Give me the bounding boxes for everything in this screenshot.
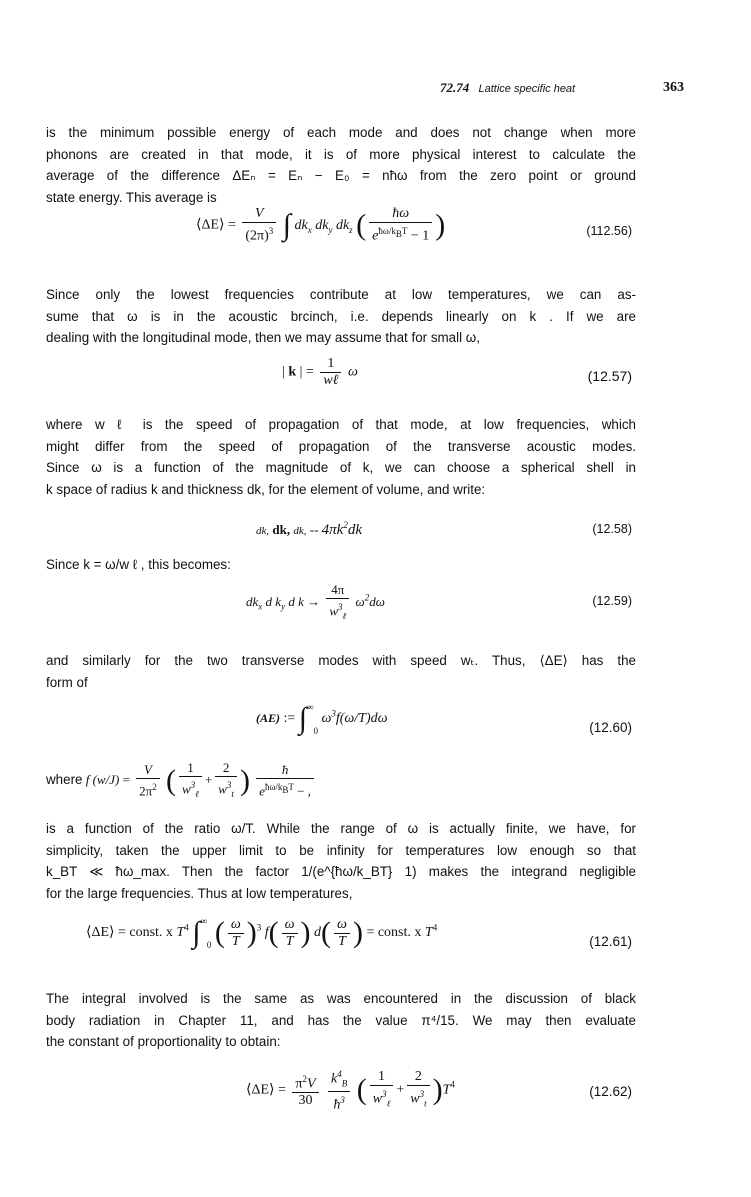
text-line: the constant of proportionality to obtain:	[46, 1034, 281, 1049]
equation-label: (12.61)	[589, 934, 632, 949]
equation-112-56	[46, 206, 636, 256]
text-line: sume that ω is in the acoustic brcinch, i.e. depends linearly on k . If we are	[46, 308, 636, 324]
equation-12-57	[46, 356, 636, 396]
equation-12-59	[46, 582, 636, 628]
text-line: Since only the lowest frequencies contribute at low temperatures, we can as-	[46, 287, 636, 302]
text-line: state energy. This average is	[46, 189, 217, 205]
equation-f-definition	[46, 760, 636, 810]
equation-body: ⟨ΔE⟩ = $\frac{\pi^2V}{30}$ $\frac{k^4_B}{ħ^3}$ ( $\frac{1}{w^3_\ell}$ + $\frac{2}{w^3_t}$ )$T^4$	[246, 1066, 455, 1114]
equation-body: where f (w/J) = $\frac{V}{2\pi^2}$ ( $\frac{1}{w^3_\ell}$ + $\frac{2}{w^3_t}$ ) $\frac{ħ}{e^{ħ\omega/k_BT} - ,}$	[46, 760, 317, 802]
text-line: form of	[46, 674, 88, 690]
text-line: phonons are created in that mode, it is of more physical interest to calculate the	[46, 146, 636, 162]
text-line: Since ω is a function of the magnitude of k, we can choose a spherical shell in	[46, 460, 636, 475]
equation-body: | k | = $\frac{1}{\text{wℓ}}$ ω	[282, 356, 358, 388]
equation-label: (12.60)	[589, 720, 632, 735]
text-line: k_BT ≪ ħω_max. Then the factor 1/(e^{ħω/k_BT} 1) makes the integrand negligible	[46, 864, 636, 879]
text-line: simplicity, taken the upper limit to be infinity for temperatures low enough so that	[46, 842, 636, 858]
running-header	[440, 80, 690, 98]
text-line: might differ from the speed of propagation of the transverse acoustic modes.	[46, 438, 636, 454]
equation-12-62	[46, 1064, 636, 1120]
equation-label: (112.56)	[586, 224, 632, 238]
page-number: 363	[663, 80, 684, 95]
equation-body: ⟨ΔE⟩ = const. x $T^4$ ∫∞0 ( $\frac{\omega}{T}$ )$^3$ f( $\frac{\omega}{T}$ ) d( $\frac{\omega}{T}$ ) = const. x $T^4$	[86, 916, 438, 950]
text-line: average of the difference ΔEₙ = Eₙ − E₀ = nħω from the zero point or ground	[46, 168, 636, 183]
text-line: dealing with the longitudinal mode, then we may assume that for small ω,	[46, 330, 480, 345]
equation-12-61	[46, 914, 636, 970]
paragraph-1	[46, 122, 636, 208]
equation-label: (12.57)	[587, 368, 632, 384]
paragraph-3	[46, 414, 636, 500]
text-line: The integral involved is the same as was encountered in the discussion of black	[46, 991, 636, 1006]
equation-body: (AE) := ∫∞0 $\omega^3f(\omega/T)d\omega$	[256, 702, 388, 736]
equation-label: (12.62)	[589, 1084, 632, 1099]
text-line: where w ℓ is the speed of propagation of that mode, at low frequencies, which	[46, 417, 636, 432]
paragraph-7	[46, 988, 636, 1053]
paragraph-2	[46, 284, 636, 349]
paragraph-6	[46, 818, 636, 904]
text-line: Since k = ω/w ℓ , this becomes:	[46, 557, 231, 572]
equation-body: dk, dk, dk, -- $4\pi k^2dk$	[256, 520, 363, 538]
text-line: for the large frequencies. Thus at low temperatures,	[46, 885, 353, 901]
equation-label: (12.58)	[592, 522, 632, 536]
section-number: 72.74	[440, 80, 470, 95]
running-title: Lattice specific heat	[478, 83, 576, 95]
text-line: is a function of the ratio ω/T. While the range of ω is actually finite, we have, for	[46, 821, 636, 836]
equation-12-60	[46, 700, 636, 748]
paragraph-5	[46, 650, 636, 693]
text-line: and similarly for the two transverse modes with speed wₜ. Thus, ⟨ΔE⟩ has the	[46, 653, 636, 668]
equation-label: (12.59)	[592, 594, 632, 608]
equation-12-58	[46, 520, 636, 544]
text-line: body radiation in Chapter 11, and has the value π⁴/15. We may then evaluate	[46, 1012, 636, 1028]
text-line: k space of radius k and thickness dk, for the element of volume, and write:	[46, 481, 486, 497]
equation-body: ⟨ΔE⟩ = $\frac{V}{(2\pi)^3}$ ∫ $dk_x$ $dk_y$ $dk_z$ ( $\frac{ħ\omega}{e^{ħ\omega/k_BT} - 1}$ )	[196, 206, 446, 244]
equation-body: $dk_x$ d $k_y$ d k → $\frac{4\pi}{w^3_\ell}$ $\omega^2d\omega$	[246, 582, 385, 621]
paragraph-4	[46, 554, 636, 576]
text-line: is the minimum possible energy of each mode and does not change when more	[46, 125, 636, 140]
